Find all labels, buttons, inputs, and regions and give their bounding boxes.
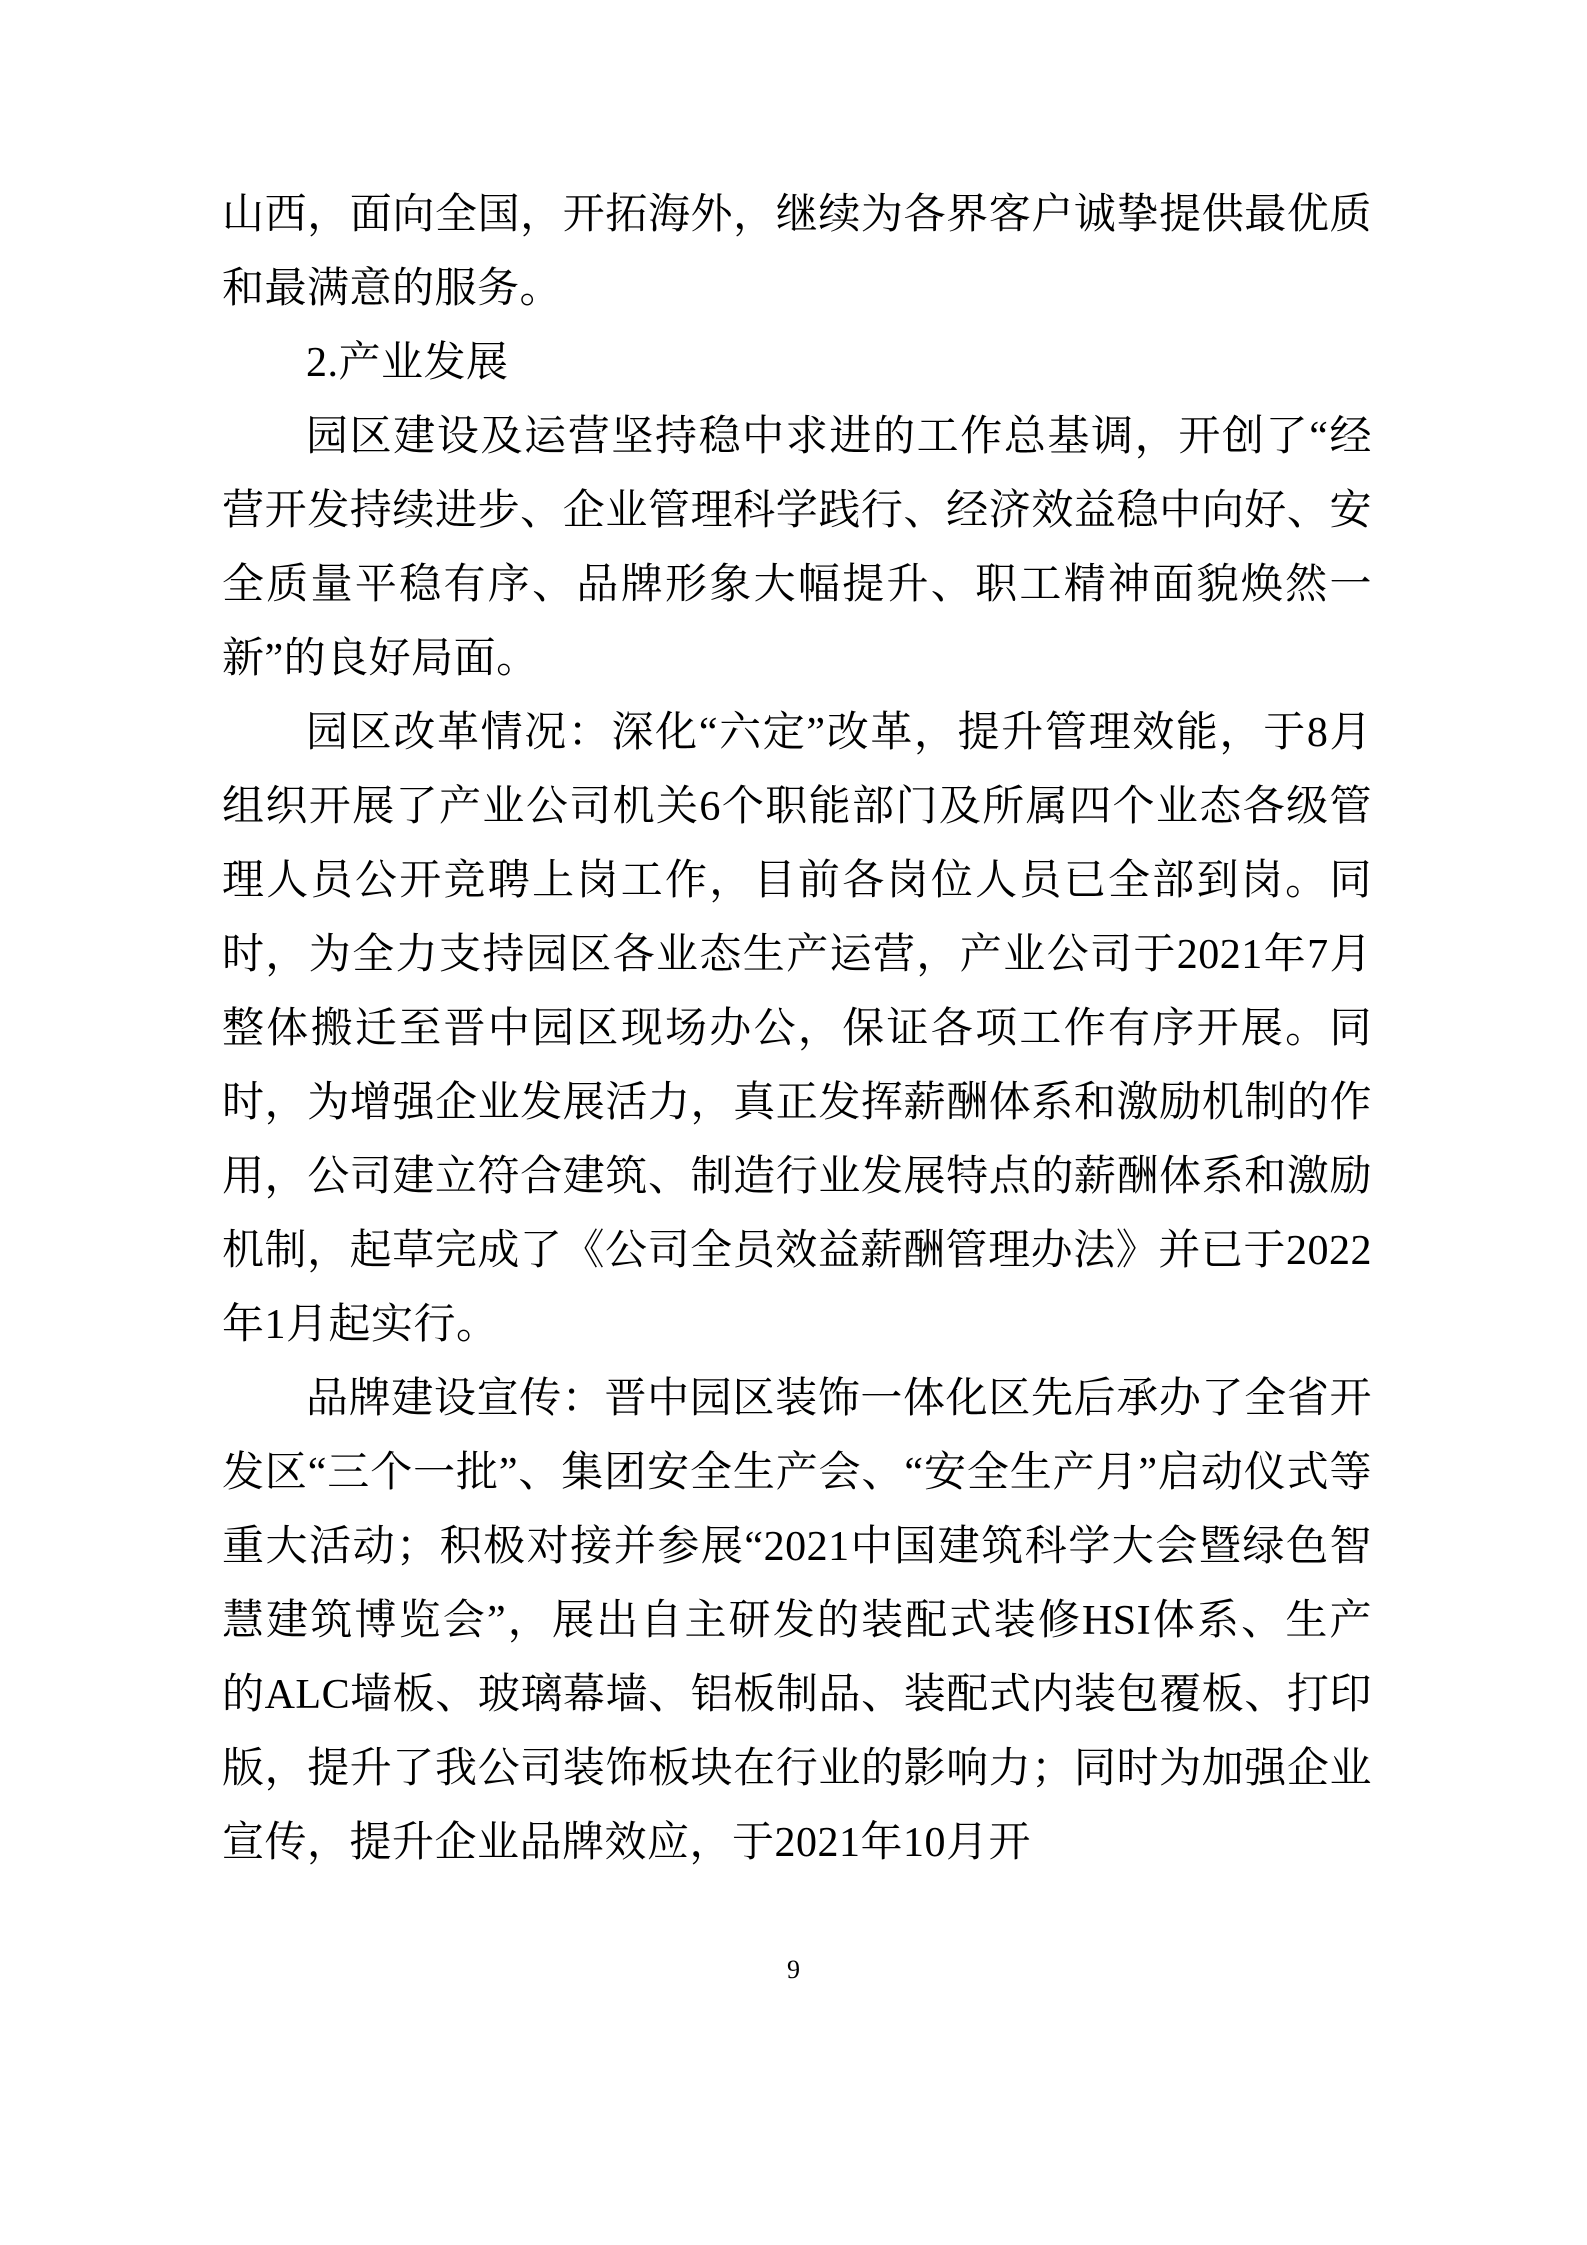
paragraph-4: 园区改革情况：深化“六定”改革，提升管理效能，于8月组织开展了产业公司机关6个职能部门及所属四个业态各级管理人员公开竞聘上岗工作，目前各岗位人员已全部到岗。同时，为全力支持园区各业态生产运营，产业公司于2021年7月整体搬迁至晋中园区现场办公，保证各项工作有序开展。同时，为增强企业发展活力，真正发挥薪酬体系和激励机制的作用，公司建立符合建筑、制造行业发展特点的薪酬体系和激励机制，起草完成了《公司全员效益薪酬管理办法》并已于2022年1月起实行。 (222, 710, 1372, 1348)
paragraph-2-heading: 2.产业发展 (306, 340, 509, 386)
page-number: 9 (787, 1955, 800, 1984)
document-body (222, 178, 1372, 1880)
paragraph-1: 山西，面向全国，开拓海外，继续为各界客户诚挚提供最优质和最满意的服务。 (222, 192, 1372, 312)
paragraph-5: 品牌建设宣传：晋中园区装饰一体化区先后承办了全省开发区“三个一批”、集团安全生产会、“安全生产月”启动仪式等重大活动；积极对接并参展“2021中国建筑科学大会暨绿色智慧建筑博览会”，展出自主研发的装配式装修HSI体系、生产的ALC墙板、玻璃幕墙、铝板制品、装配式内装包覆板、打印版，提升了我公司装饰板块在行业的影响力；同时为加强企业宣传，提升企业品牌效应，于2021年10月开 (222, 1376, 1372, 1866)
paragraph-3: 园区建设及运营坚持稳中求进的工作总基调，开创了“经营开发持续进步、企业管理科学践行、经济效益稳中向好、安全质量平稳有序、品牌形象大幅提升、职工精神面貌焕然一新”的良好局面。 (222, 414, 1372, 682)
